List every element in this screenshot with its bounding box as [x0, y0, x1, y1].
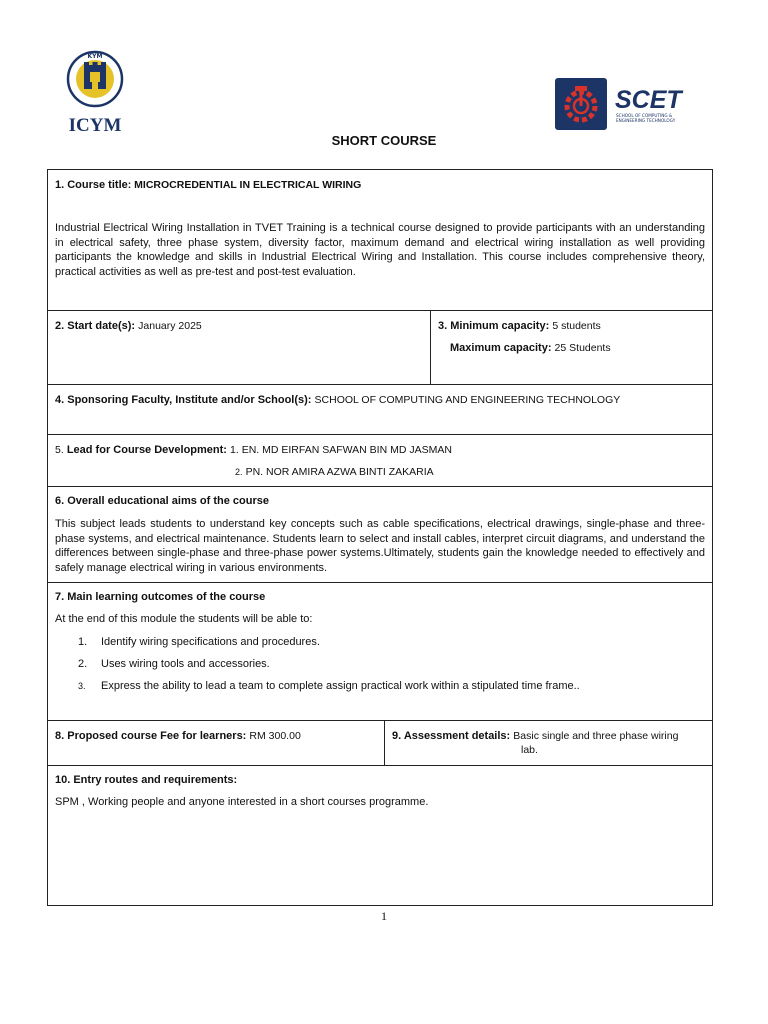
course-description: Industrial Electrical Wiring Installation in TVET Training is a technical course designed to provide participants with an understanding in electrical safety, three phase system, diversity factor, maximum demand and electrical wiring installation as well providing participants the knowledge and skills in Industrial Electrical Wiring and Installation. This course includes comprehensive theory, practical activities as well as pre-test and post-test evaluation.	[55, 222, 705, 278]
svg-text:SCET: SCET	[615, 86, 682, 114]
icym-logo	[60, 50, 130, 134]
start-date-label: 2. Start date(s):	[55, 320, 136, 332]
assessment-value-cont: lab.	[521, 744, 538, 756]
page-number: 1	[381, 909, 387, 923]
scet-logo	[555, 78, 705, 132]
assessment-cell	[384, 721, 712, 765]
sponsoring-label: 4. Sponsoring Faculty, Institute and/or School(s):	[55, 394, 312, 406]
svg-text:SCHOOL OF COMPUTING &: SCHOOL OF COMPUTING &	[616, 113, 673, 118]
section-sponsoring	[48, 385, 712, 435]
sponsoring-value: SCHOOL OF COMPUTING AND ENGINEERING TECHNOLOGY	[314, 394, 621, 406]
svg-text:KYM: KYM	[87, 53, 103, 60]
lead-2: PN. NOR AMIRA AZWA BINTI ZAKARIA	[245, 466, 434, 478]
assessment-value: Basic single and three phase wiring	[513, 730, 679, 742]
outcomes-intro: At the end of this module the students will be able to:	[55, 613, 313, 625]
min-capacity-label: 3. Minimum capacity:	[438, 320, 550, 332]
section-aims	[48, 487, 712, 583]
svg-text:ENGINEERING TECHNOLOGY: ENGINEERING TECHNOLOGY	[616, 118, 676, 123]
aims-label: 6. Overall educational aims of the course	[55, 495, 269, 507]
page-title: SHORT COURSE	[331, 133, 437, 148]
course-title-label: 1. Course title	[55, 179, 128, 191]
assessment-label: 9. Assessment details:	[392, 730, 511, 742]
lead-num: 5.	[55, 444, 64, 456]
lead-label: Lead for Course Development:	[66, 444, 227, 456]
lead-2-num: 2.	[235, 467, 243, 477]
fee-value: RM 300.00	[249, 730, 301, 742]
section-outcomes: 7. Main learning outcomes of the course At the end of this module the students will be able to: 1. Identify wiring specifications and procedures. 2. Uses wiring tools and accessories. 3. Express the ability to lead a team to complete assign practical work within a stipulated time frame..	[48, 583, 712, 721]
fee-label: 8. Proposed course Fee for learners:	[55, 730, 247, 742]
start-date-cell	[48, 311, 430, 384]
max-capacity-value: 25 Students	[554, 342, 611, 354]
aims-text: This subject leads students to understand key concepts such as cable specifications, electrical drawings, single-phase and three-phase systems, and electrical maintenance. Students learn to select and install cables, interpret circuit diagrams, and understand the differences between single-phase and three-phase power systems.Ultimately, students gain the knowledge needed to effectively and safely manage electrical wiring in various environments.	[55, 518, 705, 574]
outcomes-label: 7. Main learning outcomes of the course	[55, 591, 266, 603]
capacity-cell	[430, 311, 712, 384]
section-dates-capacity	[48, 311, 712, 385]
max-capacity-label: Maximum capacity:	[450, 342, 552, 354]
course-table	[47, 169, 713, 906]
section-course-title	[48, 170, 712, 311]
svg-text:ICYM: ICYM	[68, 115, 122, 134]
section-fee-assessment	[48, 721, 712, 766]
section-lead	[48, 435, 712, 487]
lead-1: 1. EN. MD EIRFAN SAFWAN BIN MD JASMAN	[230, 444, 452, 456]
min-capacity-value: 5 students	[552, 320, 601, 332]
fee-cell	[48, 721, 384, 765]
course-title-value: : MICROCREDENTIAL IN ELECTRICAL WIRING	[127, 179, 362, 191]
start-date-value: January 2025	[138, 320, 202, 332]
entry-label: 10. Entry routes and requirements:	[55, 774, 238, 786]
entry-text: SPM , Working people and anyone interested in a short courses programme.	[55, 796, 429, 808]
section-entry	[48, 766, 712, 905]
